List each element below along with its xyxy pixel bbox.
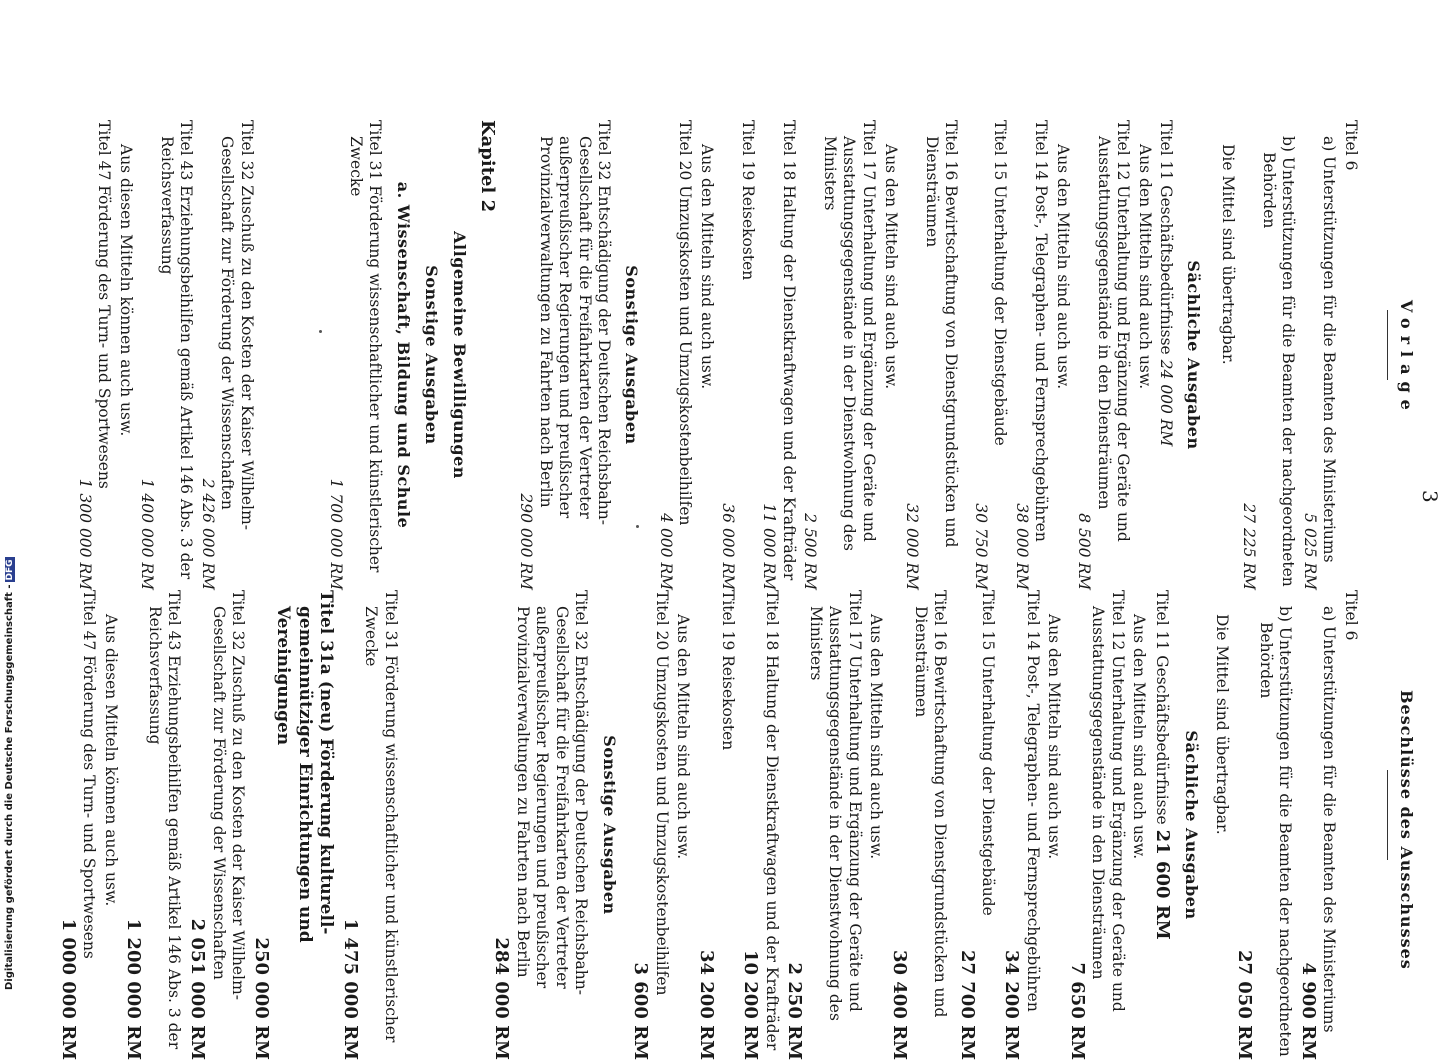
r-titel-11: Titel 11 Geschäftsbedürfnisse 21 600 RM xyxy=(1151,590,1173,940)
titel-43-note: Aus diesen Mitteln können auch usw. xyxy=(116,144,135,437)
r-titel-16-note: Aus den Mitteln sind auch usw. xyxy=(867,614,886,860)
titel-19-note: Aus den Mitteln sind auch usw. xyxy=(697,144,716,390)
r-titel-43-note: Aus diesen Mitteln können auch usw. xyxy=(101,614,120,907)
r-titel-6-label: Titel 6 xyxy=(1342,590,1360,641)
titel-16-note: Aus den Mitteln sind auch usw. xyxy=(881,144,900,390)
kapitel-2: Kapitel 2 xyxy=(476,120,498,213)
titel-47: Titel 47 Förderung des Turn- und Sportwesens 1 300 000 RM xyxy=(75,120,114,590)
titel-12: Titel 12 Unterhaltung und Ergänzung der Geräte und Ausstattungsgegenstände in den Diensträumen 8 500 RM xyxy=(1075,120,1133,590)
titel-16: Titel 16 Bewirtschaftung von Dienstgrundstücken und Diensträumen 32 000 RM xyxy=(903,120,961,590)
r-section-sonstige: Sonstige Ausgaben xyxy=(599,735,619,915)
r-titel-16: Titel 16 Bewirtschaftung von Dienstgrundstücken und Diensträumen 30 400 RM xyxy=(889,590,950,1060)
r-titel-31: Titel 31 Förderung wissenschaftlicher und künstlerischer Zwecke 1 475 000 RM xyxy=(339,590,400,1060)
titel-15: Titel 15 Unterhaltung der Dienstgebäude 30 750 RM xyxy=(971,120,1010,590)
r-titel-12: Titel 12 Unterhaltung und Ergänzung der Geräte und Ausstattungsgegenstände in den Diensträumen 7 650 RM xyxy=(1066,590,1127,1060)
dfg-logo: DFG xyxy=(5,559,15,581)
titel-20: Titel 20 Umzugskosten und Umzugskostenbeihilfen 4 000 RM xyxy=(656,120,695,590)
titel-6a: a) Unterstützungen für die Beamten des Ministeriums 5 025 RM xyxy=(1300,136,1339,590)
page-number: 3 xyxy=(1418,490,1442,503)
titel-43: Titel 43 Erziehungsbeihilfen gemäß Artikel 146 Abs. 3 der Reichsverfassung 1 400 000 RM xyxy=(138,120,196,590)
r-titel-11-note: Aus den Mitteln sind auch usw. xyxy=(1130,614,1149,860)
speck xyxy=(636,525,639,528)
right-header: Beschlüsse des Ausschusses xyxy=(1397,690,1416,970)
titel-11: Titel 11 Geschäftsbedürfnisse 24 000 RM xyxy=(1157,120,1176,447)
r-titel-18: Titel 18 Haltung der Dienstkraftwagen und der Krafträder 10 200 RM xyxy=(740,590,781,1060)
r-titel-31a: Titel 31a (neu) Förderung kulturell-gemeinnütziger Einrichtungen und Vereinigungen 250 000 RM xyxy=(250,590,337,1060)
section-wissenschaft: a. Wissenschaft, Bildung und Schule xyxy=(393,181,413,529)
r-titel-19: Titel 19 Reisekosten 34 200 RM xyxy=(696,590,737,1060)
r-titel-47: Titel 47 Förderung des Turn- und Sportwesens 1 000 000 RM xyxy=(57,590,99,1060)
section-saechliche: Sächliche Ausgaben xyxy=(1184,260,1204,450)
speck xyxy=(319,330,322,333)
r-titel-14: Titel 14 Post-, Telegraphen- und Fernsprechgebühren 34 200 RM xyxy=(1001,590,1042,1060)
titel-14: Titel 14 Post-, Telegraphen- und Fernsprechgebühren 38 000 RM xyxy=(1012,120,1051,590)
r-titel-6a: a) Unterstützungen für die Beamten des Ministeriums 4 900 RM xyxy=(1297,606,1339,1060)
section-sonstige: Sonstige Ausgaben xyxy=(622,265,642,445)
left-header: Vorlage xyxy=(1397,300,1416,417)
r-titel-17: Titel 17 Unterhaltung und Ergänzung der Geräte und Ausstattungsgegenstände in der Dienstwohnung des Ministers 2 250 RM xyxy=(784,590,864,1060)
footer-text: Digitalisierung gefördert durch die Deutsche Forschungsgemeinschaft - xyxy=(4,584,15,990)
titel-6-note: Die Mittel sind übertragbar. xyxy=(1218,144,1237,365)
r-titel-12-note: Aus den Mitteln sind auch usw. xyxy=(1045,614,1064,860)
r-titel-43: Titel 43 Erziehungsbeihilfen gemäß Artikel 146 Abs. 3 der Reichsverfassung 1 200 000 RM xyxy=(123,590,184,1060)
r-section-saechliche: Sächliche Ausgaben xyxy=(1182,730,1202,920)
footer-credit xyxy=(4,557,15,990)
left-column xyxy=(72,120,1360,590)
r-titel-6b: b) Unterstützungen für die Beamten der nachgeordneten Behörden 27 050 RM xyxy=(1234,606,1295,1060)
titel-32a: Titel 32 Entschädigung der Deutschen Reichsbahn-Gesellschaft für die Freifahrkarten der Vertreter außerpreußischer Regierungen und preußischer Provinzialverwaltungen zu Fahrten nach Berlin 290 000 RM xyxy=(517,120,614,590)
header-rule xyxy=(1387,310,1388,380)
r-titel-20: Titel 20 Umzugskosten und Umzugskostenbeihilfen 3 600 RM xyxy=(630,590,671,1060)
titel-31: Titel 31 Förderung wissenschaftlicher und künstlerischer Zwecke 1 700 000 RM xyxy=(327,120,385,590)
r-titel-19-note: Aus den Mitteln sind auch usw. xyxy=(674,614,693,860)
titel-11-note: Aus den Mitteln sind auch usw. xyxy=(1135,144,1154,390)
header-rule-right xyxy=(1387,770,1388,860)
r-titel-6-note: Die Mittel sind übertragbar. xyxy=(1212,614,1231,835)
section-allgemeine: Allgemeine Bewilligungen xyxy=(449,231,469,479)
titel-12-note: Aus den Mitteln sind auch usw. xyxy=(1053,144,1072,390)
section-sonstige-2: Sonstige Ausgaben xyxy=(421,265,441,445)
titel-6b: b) Unterstützungen für die Beamten der nachgeordneten Behörden 27 225 RM xyxy=(1240,136,1298,590)
r-titel-15: Titel 15 Unterhaltung der Dienstgebäude 27 700 RM xyxy=(956,590,998,1060)
r-titel-32b: Titel 32 Zuschuß zu den Kosten der Kaiser Wilhelm-Gesellschaft zur Förderung der Wissenschaften 2 051 000 RM xyxy=(187,590,248,1060)
titel-19: Titel 19 Reisekosten 36 000 RM xyxy=(719,120,757,590)
r-titel-32a: Titel 32 Entschädigung der Deutschen Reichsbahn-Gesellschaft für die Freifahrkarten der Vertreter außerpreußischer Regierungen und preußischer Provinzialverwaltungen zu Fahrten nach Berlin 284 000 RM xyxy=(491,590,591,1060)
right-column xyxy=(54,590,1360,1060)
titel-6-label: Titel 6 xyxy=(1342,120,1360,171)
titel-17: Titel 17 Unterhaltung und Ergänzung der Geräte und Ausstattungsgegenstände in der Dienstwohnung des Ministers 2 500 RM xyxy=(801,120,879,590)
titel-32b: Titel 32 Zuschuß zu den Kosten der Kaiser Wilhelm-Gesellschaft zur Förderung der Wissenschaften 2 426 000 RM xyxy=(198,120,256,590)
titel-18: Titel 18 Haltung der Dienstkraftwagen und der Krafträder 11 000 RM xyxy=(760,120,798,590)
